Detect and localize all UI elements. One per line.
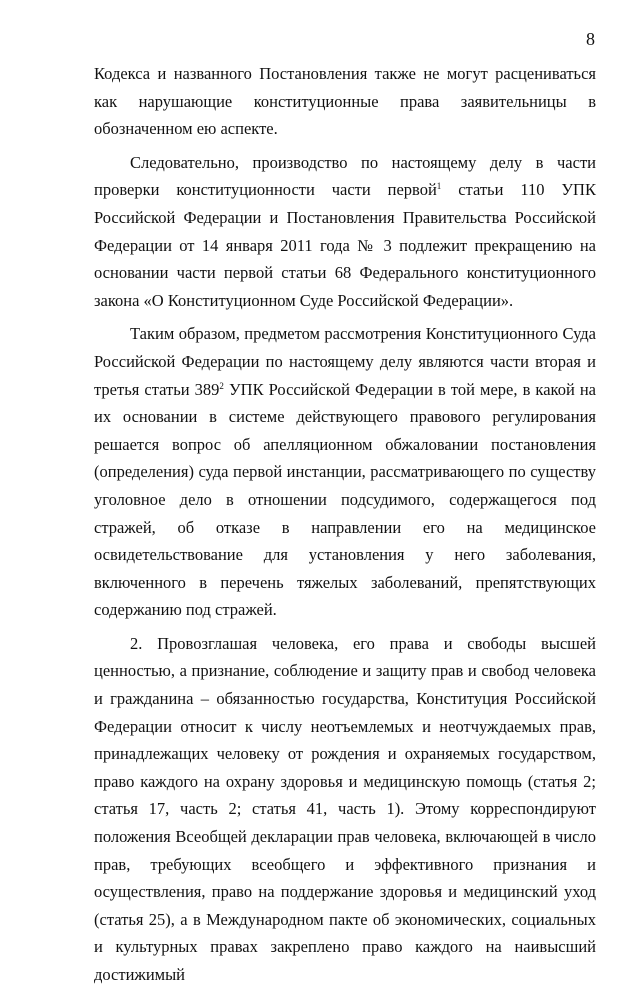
paragraph-constitutional-rights: 2. Провозглашая человека, его права и свободы высшей ценностью, а признание, соблюдение и защиту прав и свобод человека и гражданина – обязанностью государства, Конституция Российской Федерации относит к числу неотъемлемых и неотчуждаемых прав, принадлежащих человеку от рождения и охраняемых государством, право каждого на охрану здоровья и медицинскую помощь (статья 2; статья 17, часть 2; статья 41, часть 1). Этому корреспондируют положения Всеобщей декларации прав человека, включающей в число прав, требующих всеобщего и эффективного признания и осуществления, право на поддержание здоровья и медицинский уход (статья 25), а в Международном пакте об экономических, социальных и культурных правах закреплено право каждого на наивысший достижимый — [94, 633, 596, 984]
superscript-marker: 1 — [436, 181, 442, 192]
paragraph-text: УПК Российской Федерации в той мере, в какой на их основании в системе действующего правового регулирования решается вопрос об апелляционном обжаловании постановления (определения) суда первой инстанции, рассматривающего по существу уголовное дело в отношении подсудимого, содержащегося под стражей, об отказе в направлении его на медицинское освидетельствование для установления у него заболевания, включенного в перечень тяжелых заболеваний, препятствующих содержанию под стражей. — [94, 379, 596, 620]
page-number: 8 — [586, 29, 595, 49]
paragraph-proceedings-termination — [94, 149, 596, 315]
document-body — [94, 60, 596, 989]
paragraph-subject-of-review — [94, 320, 596, 624]
paragraph-text: Следовательно, производство по настоящему делу в части проверки конституционности части первой — [94, 152, 596, 200]
paragraph-text: Таким образом, предметом рассмотрения Конституционного Суда Российской Федерации по настоящему делу являются части вторая и третья статьи 389 — [94, 324, 596, 399]
paragraph-text: статьи 110 УПК Российской Федерации и Постановления Правительства Российской Федерации от 14 января 2011 года № 3 подлежит прекращению на основании части первой статьи 68 Федерального конституционного закона «О Конституционном Суде Российской Федерации». — [94, 180, 596, 310]
paragraph-continuation: Кодекса и названного Постановления также не могут расцениваться как нарушающие конституционные права заявительницы в обозначенном ею аспекте. — [94, 64, 596, 139]
superscript-marker: 2 — [219, 380, 224, 391]
